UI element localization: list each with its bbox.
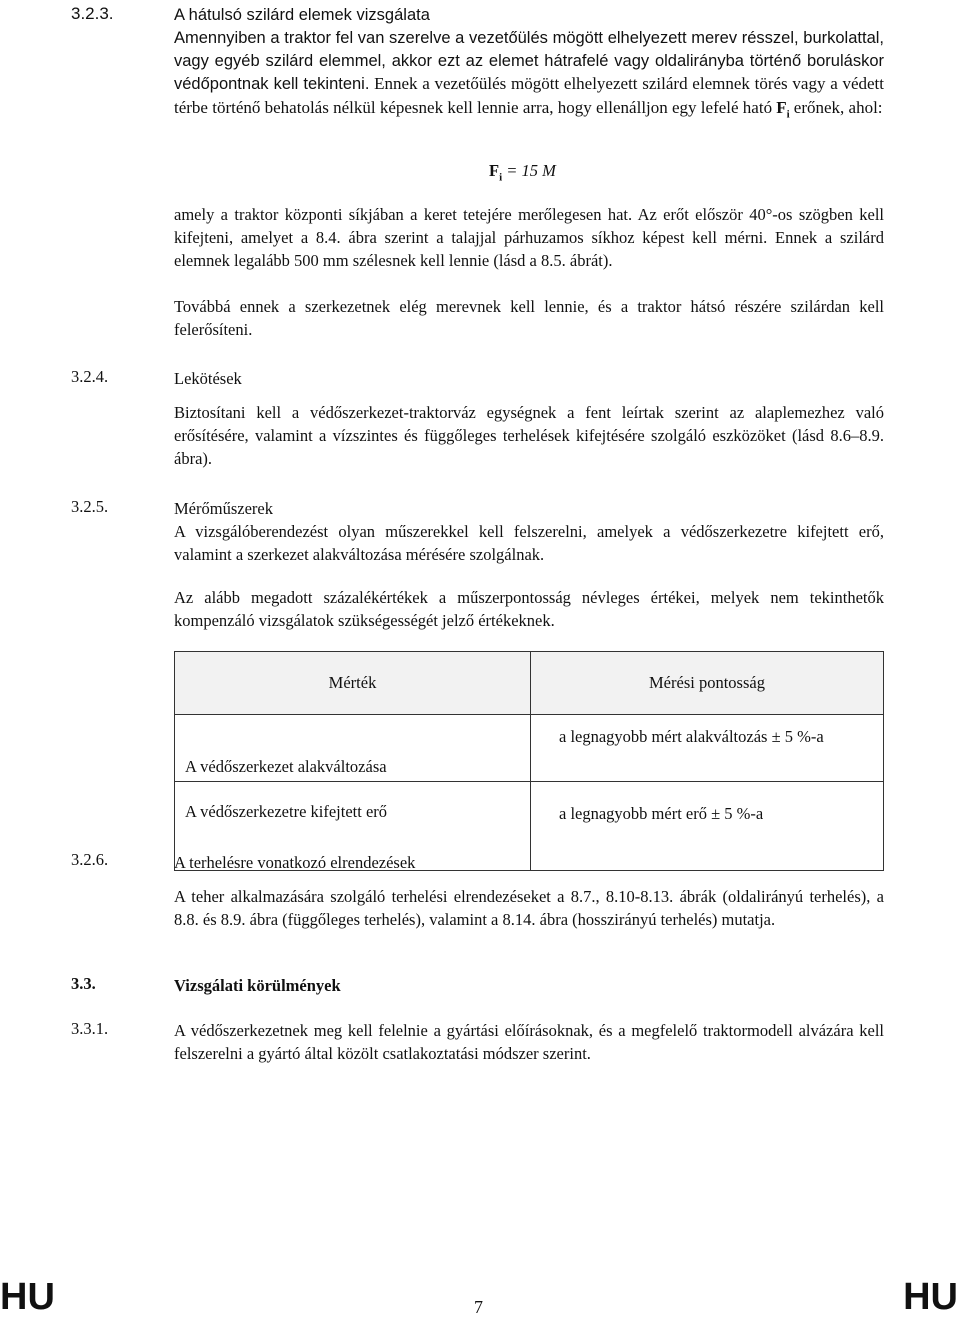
table-cell: A védőszerkezet alakváltozása [175, 715, 531, 782]
section-title-3-2-6: A terhelésre vonatkozó elrendezések [174, 853, 416, 872]
section-number-3-2-4: 3.2.4. [71, 367, 109, 386]
section-title-3-2-3: A hátulsó szilárd elemek vizsgálata [174, 6, 430, 24]
formula-rhs: = 15 M [506, 161, 556, 180]
table-cell: a legnagyobb mért erő ± 5 %-a [531, 782, 884, 871]
formula-force [489, 159, 556, 189]
table-row [175, 715, 884, 782]
section-number-3-3: 3.3. [71, 974, 96, 993]
paragraph-instruments: A vizsgálóberendezést olyan műszerekkel kell felszerelni, amelyek a védőszerkezetre kifejtett erő, valamint a szerkezet alakváltozása mérésére szolgálnak. [174, 522, 884, 564]
section-number-3-2-6: 3.2.6. [71, 850, 109, 869]
paragraph-force-application: amely a traktor központi síkjában a keret tetejére merőlegesen hat. Az erőt először 40°-os szögben kell kifejteni, amelyet a 8.4. ábra szerint a talajjal párhuzamos síkhoz képest kell mérni. Ennek a szilárd elemnek legalább 500 mm szélesnek kell lennie (lásd a 8.5. ábrát). [174, 205, 884, 270]
accuracy-table [174, 651, 884, 871]
paragraph-serif-end: erőnek, ahol: [793, 97, 883, 117]
footer-language-code-right: HU [903, 1276, 958, 1318]
section-title-3-2-5: Mérőműszerek [174, 499, 273, 518]
paragraph-rear-rigid-elements [174, 27, 884, 126]
force-symbol-inline: $F_i$ [776, 97, 790, 120]
table-cell: a legnagyobb mért alakváltozás ± 5 %-a [531, 715, 884, 782]
paragraph-accuracy-note: Az alább megadott százalékértékek a műszerpontosság névleges értékei, melyek nem tekinthetők kompenzáló vizsgálatok szükségességét jelző értékeknek. [174, 588, 884, 630]
formula-symbol: F [489, 161, 500, 180]
footer-language-code-left: HU [0, 1276, 55, 1318]
section-title-3-2-4: Lekötések [174, 369, 242, 388]
table-cell: A védőszerkezetre kifejtett erő [175, 782, 531, 871]
section-title-3-3: Vizsgálati körülmények [174, 976, 341, 995]
formula-subscript: i [499, 171, 503, 184]
section-number-3-3-1: 3.3.1. [71, 1019, 109, 1038]
table-header-measure: Mérték [175, 652, 531, 715]
table-header-accuracy: Mérési pontosság [531, 652, 884, 715]
paragraph-structure-rigidity: Továbbá ennek a szerkezetnek elég merevnek kell lennie, és a traktor hátsó részére szilárdan kell felerősíteni. [174, 297, 884, 339]
paragraph-sans-part: Amennyiben a traktor fel van szerelve a vezetőülés mögött elhelyezett merev résszel, burkolattal, vagy egyéb szilárd elemmel, akkor ezt az elemet hátrafelé vagy oldalirányba történő boruláskor védőpontnak kell tekinteni. [174, 29, 884, 93]
paragraph-test-conditions: A védőszerkezetnek meg kell felelnie a gyártási előírásoknak, és a megfelelő traktormodell alvázára kell felszerelni a gyártó által közölt csatlakoztatási módszer szerint. [174, 1021, 884, 1063]
paragraph-anchoring: Biztosítani kell a védőszerkezet-traktorváz egységnek a fent leírtak szerint az alaplemezhez való erősítésére, valamint a vízszintes és függőleges terhelések kifejtésére szolgáló eszközöket (lásd 8.6–8.9. ábra). [174, 403, 884, 468]
section-number-3-2-5: 3.2.5. [71, 497, 109, 516]
section-number-3-2-3: 3.2.3. [71, 4, 114, 23]
paragraph-serif-part: Ennek a vezetőülés mögött elhelyezett szilárd elemnek törés vagy a védett térbe történő behatolás nélkül képesnek kell lennie arra, hogy ellenálljon egy lefelé ható [174, 74, 885, 117]
paragraph-load-arrangements: A teher alkalmazására szolgáló terhelési elrendezéseket a 8.7., 8.10-8.13. ábrák (oldalirányú terhelés), a 8.8. és 8.9. ábra (függőleges terhelés), valamint a 8.14. ábra (hosszirányú terhelés) mutatja. [174, 887, 884, 929]
page-number: 7 [474, 1297, 483, 1317]
table-header-row [175, 652, 884, 715]
